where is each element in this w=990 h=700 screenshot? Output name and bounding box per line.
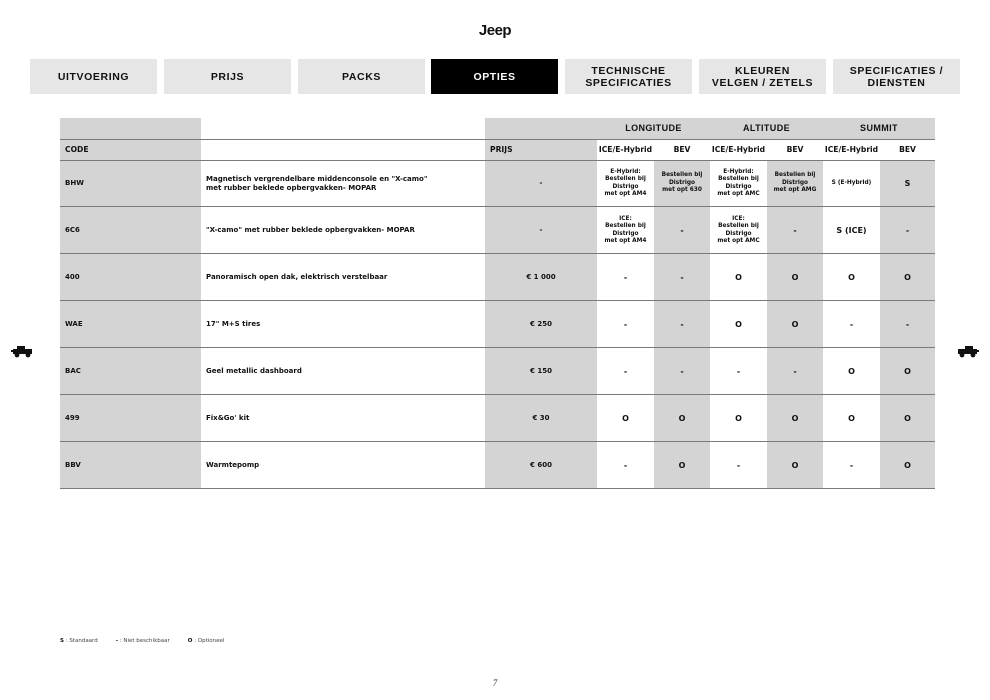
row-code-text: BHW (65, 179, 84, 187)
row-price-text: € 30 (532, 414, 550, 422)
row-code (60, 348, 201, 395)
availability-cell-text: - (623, 320, 628, 329)
availability-cell (880, 348, 935, 395)
row-code (60, 160, 201, 207)
availability-cell-text: E-Hybrid: Bestellen bij Distrigo met opt AM4 (604, 168, 647, 197)
availability-cell (880, 254, 935, 301)
availability-cell-text: O (848, 367, 855, 376)
legend (60, 638, 224, 644)
section-tabs (30, 59, 961, 94)
row-divider (60, 488, 935, 489)
availability-cell-text: O (735, 320, 742, 329)
row-divider (60, 139, 935, 140)
availability-cell (710, 442, 767, 489)
availability-cell (710, 160, 767, 207)
row-description (201, 207, 485, 254)
availability-cell (823, 160, 880, 207)
availability-cell (823, 442, 880, 489)
group-altitude-text: ALTITUDE (742, 123, 791, 133)
availability-cell-text: O (848, 414, 855, 423)
row-price-text: € 150 (530, 367, 552, 375)
availability-cell (880, 442, 935, 489)
options-table (60, 118, 935, 491)
column-header-text: PRIJS (490, 145, 513, 154)
row-code (60, 395, 201, 442)
availability-cell-text: - (623, 461, 628, 470)
availability-cell (654, 160, 710, 207)
availability-cell (767, 160, 823, 207)
availability-cell-text: - (905, 320, 910, 329)
row-price-text: € 600 (530, 461, 552, 469)
availability-cell (823, 207, 880, 254)
column-header (710, 139, 767, 160)
availability-cell (597, 395, 654, 442)
availability-cell-text: ICE: Bestellen bij Distrigo met opt AMC (717, 215, 760, 244)
row-description (201, 395, 485, 442)
column-header (60, 139, 201, 160)
availability-cell (597, 254, 654, 301)
availability-cell (823, 254, 880, 301)
column-header-text: ICE/E-Hybrid (598, 145, 653, 154)
availability-cell-text: - (793, 226, 797, 235)
row-price (485, 348, 597, 395)
availability-cell (710, 395, 767, 442)
availability-cell (767, 207, 823, 254)
row-description-text: 17" M+S tires (206, 320, 261, 328)
availability-cell-text: - (680, 320, 684, 329)
row-description-text: Fix&Go' kit (206, 414, 250, 422)
row-code-text: 400 (65, 273, 80, 281)
availability-cell-text: Bestellen bij Distrigo met opt 630 (661, 172, 703, 194)
availability-cell-text: - (736, 367, 741, 376)
availability-cell-text: O (904, 273, 911, 282)
availability-cell (654, 207, 710, 254)
column-header-text: CODE (65, 145, 89, 154)
availability-cell (710, 207, 767, 254)
tab-uitvoering[interactable]: UITVOERING (30, 59, 157, 94)
column-header-text: BEV (786, 145, 804, 154)
row-code-text: BBV (65, 461, 81, 469)
tab-prijs[interactable]: PRIJS (164, 59, 291, 94)
availability-cell-text: E-Hybrid: Bestellen bij Distrigo met opt AMC (717, 168, 760, 197)
jeep-vehicle-icon[interactable] (955, 343, 979, 357)
tab-kleuren[interactable]: KLEUREN VELGEN / ZETELS (699, 59, 826, 94)
availability-cell (710, 348, 767, 395)
availability-cell (880, 160, 935, 207)
availability-cell-text: O (791, 414, 799, 423)
group-altitude (710, 118, 823, 139)
row-price (485, 160, 597, 207)
row-price-text: - (539, 226, 543, 234)
availability-cell-text: - (736, 461, 741, 470)
availability-cell-text: - (680, 273, 684, 282)
row-code (60, 442, 201, 489)
availability-cell (597, 348, 654, 395)
availability-cell-text: Bestellen bij Distrigo met opt AMG (773, 172, 817, 194)
availability-cell (823, 395, 880, 442)
group-longitude-text: LONGITUDE (625, 123, 682, 133)
availability-cell (880, 395, 935, 442)
availability-cell-text: - (623, 367, 628, 376)
tab-technische[interactable]: TECHNISCHE SPECIFICATIES (565, 59, 692, 94)
row-price (485, 254, 597, 301)
availability-cell-text: O (622, 414, 629, 423)
row-price (485, 301, 597, 348)
legend-item: S : Standaard (60, 638, 98, 644)
row-price (485, 442, 597, 489)
column-header (597, 139, 654, 160)
row-price (485, 395, 597, 442)
row-code-text: WAE (65, 320, 83, 328)
availability-cell-text: O (791, 461, 799, 470)
availability-cell-text: O (735, 414, 742, 423)
availability-cell-text: O (678, 461, 686, 470)
availability-cell-text: S (904, 179, 911, 188)
availability-cell-text: ICE: Bestellen bij Distrigo met opt AM4 (604, 215, 647, 244)
availability-cell (823, 348, 880, 395)
availability-cell (654, 442, 710, 489)
availability-cell (654, 301, 710, 348)
row-description (201, 442, 485, 489)
column-header (767, 139, 823, 160)
availability-cell (597, 301, 654, 348)
column-header-text: BEV (899, 145, 916, 154)
row-code-text: 6C6 (65, 226, 80, 234)
group-longitude (597, 118, 710, 139)
column-header (485, 139, 597, 160)
availability-cell (823, 301, 880, 348)
tab-opties[interactable]: OPTIES (431, 59, 558, 94)
availability-cell (767, 442, 823, 489)
availability-cell (880, 301, 935, 348)
row-price-text: € 1 000 (526, 273, 556, 281)
availability-cell-text: - (849, 461, 854, 470)
availability-cell-text: - (680, 367, 684, 376)
group-summit-text: SUMMIT (860, 123, 898, 133)
row-description (201, 160, 485, 207)
row-description-text: "X-camo" met rubber beklede opbergvakken- MOPAR (206, 226, 415, 234)
availability-cell-text: - (793, 367, 797, 376)
availability-cell-text: O (791, 320, 799, 329)
row-description (201, 301, 485, 348)
row-price-text: - (539, 179, 543, 187)
availability-cell (767, 348, 823, 395)
availability-cell-text: S (ICE) (836, 226, 867, 235)
availability-cell (767, 395, 823, 442)
row-description-text: Warmtepomp (206, 461, 260, 469)
availability-cell (654, 395, 710, 442)
legend-item: O : Optioneel (187, 638, 225, 644)
tab-packs[interactable]: PACKS (298, 59, 425, 94)
availability-cell-text: O (904, 367, 911, 376)
column-header (654, 139, 710, 160)
availability-cell-text: O (678, 414, 686, 423)
row-code-text: 499 (65, 414, 80, 422)
jeep-vehicle-icon[interactable] (11, 343, 35, 357)
row-description-text: Geel metallic dashboard (206, 367, 302, 375)
legend-item: - : Niet beschikbaar (115, 638, 170, 644)
row-description-text: Panoramisch open dak, elektrisch verstelbaar (206, 273, 388, 281)
availability-cell-text: O (904, 414, 911, 423)
availability-cell (654, 348, 710, 395)
availability-cell (597, 442, 654, 489)
column-header-text: BEV (673, 145, 691, 154)
availability-cell-text: - (849, 320, 854, 329)
row-price (485, 207, 597, 254)
row-code (60, 207, 201, 254)
row-code (60, 301, 201, 348)
availability-cell (880, 207, 935, 254)
column-header-text: ICE/E-Hybrid (824, 145, 879, 154)
column-header-text: ICE/E-Hybrid (711, 145, 766, 154)
availability-cell-text: O (735, 273, 742, 282)
availability-cell (597, 207, 654, 254)
availability-cell (654, 254, 710, 301)
row-description (201, 254, 485, 301)
availability-cell (710, 254, 767, 301)
availability-cell-text: O (848, 273, 855, 282)
availability-cell (710, 301, 767, 348)
availability-cell-text: S (E-Hybrid) (831, 179, 872, 186)
availability-cell-text: - (905, 226, 910, 235)
availability-cell (767, 254, 823, 301)
column-header (823, 139, 880, 160)
availability-cell-text: O (791, 273, 799, 282)
column-header (880, 139, 935, 160)
row-price-text: € 250 (530, 320, 552, 328)
brand-logo: Jeep (478, 22, 512, 39)
row-code (60, 254, 201, 301)
tab-specificaties[interactable]: SPECIFICATIES / DIENSTEN (833, 59, 960, 94)
availability-cell-text: - (623, 273, 628, 282)
page-number: 7 (492, 678, 498, 688)
availability-cell-text: - (680, 226, 684, 235)
row-code-text: BAC (65, 367, 81, 375)
availability-cell-text: O (904, 461, 911, 470)
group-summit (823, 118, 935, 139)
row-description (201, 348, 485, 395)
availability-cell (767, 301, 823, 348)
row-description-text: Magnetisch vergrendelbare middenconsole en "X-camo" met rubber beklede opbergvakken- MOPAR (206, 174, 428, 192)
availability-cell (597, 160, 654, 207)
